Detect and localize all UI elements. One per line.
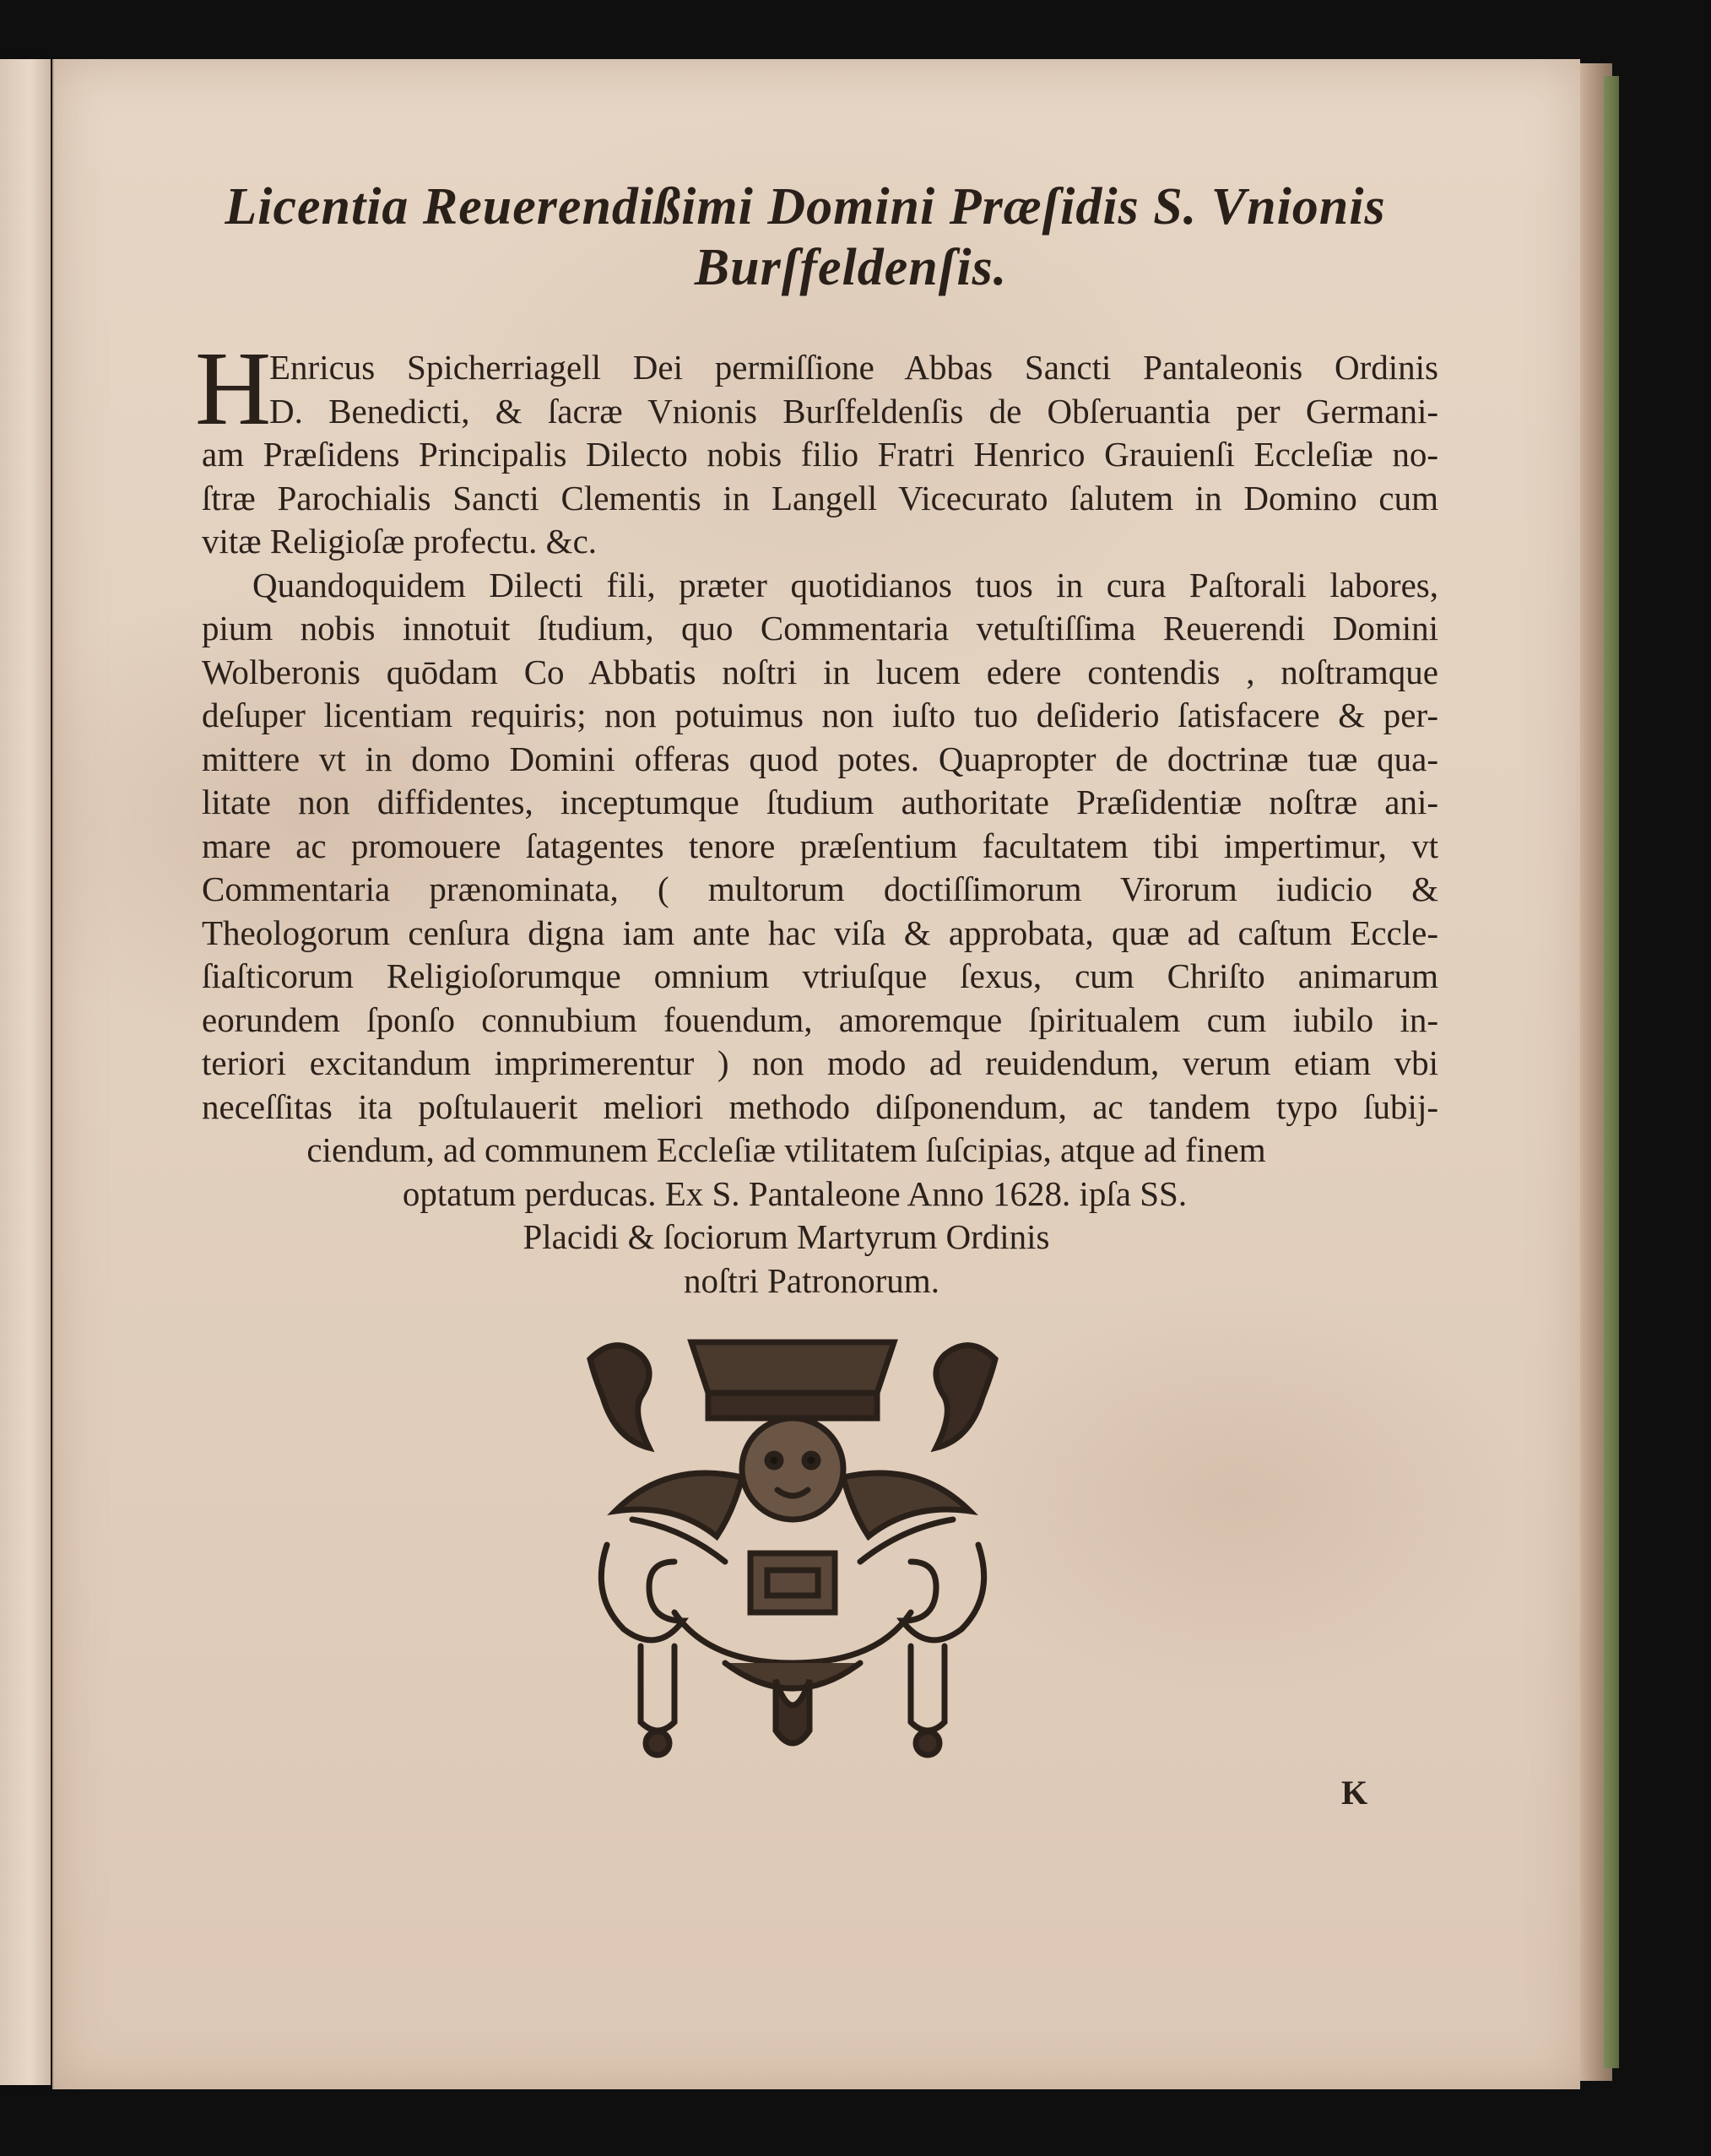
text-line: litate non diffidentes, inceptumque ſtudium authoritate Præſidentiæ noſtræ ani- xyxy=(202,783,1438,821)
page-subtitle: Burſfeldenſis. xyxy=(694,239,1008,296)
text-line: mare ac promouere ſatagentes tenore præſentium facultatem tibi impertimur, vt xyxy=(202,826,1438,865)
text-line: ſiaſticorum Religioſorumque omnium vtriuſque ſexus, cum Chriſto animarum xyxy=(202,956,1438,995)
text-line: ciendum, ad communem Eccleſiæ vtilitatem ſuſcipias, atque ad finem xyxy=(306,1130,1266,1169)
text-line: vitæ Religioſæ profectu. &c. xyxy=(202,522,598,561)
page-title: Licentia Reuerendißimi Domini Præſidis S. Vnionis xyxy=(225,178,1386,236)
text-line: Commentaria prænominata, ( multorum doctiſſimorum Virorum iudicio & xyxy=(202,869,1438,908)
text-line: noſtri Patronorum. xyxy=(684,1260,939,1300)
previous-page-edge xyxy=(0,59,51,2085)
text-line: teriori excitandum imprimerentur ) non modo ad reuidendum, verum etiam vbi xyxy=(202,1043,1438,1082)
text-line: Quandoquidem Dilecti fili, præter quotidianos tuos in cura Paſtorali labores, xyxy=(252,565,1438,604)
text-line: D. Benedicti, & ſacræ Vnionis Burſfeldenſis de Obſeruantia per Germani- xyxy=(269,391,1438,431)
text-line: Enricus Spicherriagell Dei permiſſione Abbas Sancti Pantaleonis Ordinis xyxy=(269,348,1438,387)
drop-cap: H xyxy=(195,331,272,447)
text-line: Wolberonis quōdam Co Abbatis noſtri in lucem edere contendis , noſtramque xyxy=(202,652,1438,691)
text-line: mittere vt in domo Domini offeras quod potes. Quapropter de doctrinæ tuæ qua- xyxy=(202,739,1438,778)
text-line: am Præſidens Principalis Dilecto nobis filio Fratri Henrico Grauienſi Eccleſiæ no- xyxy=(202,435,1438,474)
catchword: K xyxy=(1341,1774,1368,1812)
text-line: Placidi & ſociorum Martyrum Ordinis xyxy=(523,1217,1050,1256)
book-page xyxy=(52,59,1580,2089)
license-text xyxy=(195,331,1438,1303)
text-line: Theologorum cenſura digna iam ante hac viſa & approbata, quæ ad caſtum Eccle- xyxy=(202,913,1438,952)
text-line: optatum perducas. Ex S. Pantaleone Anno 1628. ipſa SS. xyxy=(402,1173,1188,1213)
book-cover-edge xyxy=(1604,76,1619,2068)
woodcut-ornament-icon xyxy=(556,1325,1029,1764)
text-line: pium nobis innotuit ſtudium, quo Commentaria vetuſtiſſima Reuerendi Domini xyxy=(202,609,1438,647)
text-line: neceſſitas ita poſtulauerit meliori methodo diſponendum, ac tandem typo ſubij- xyxy=(202,1086,1438,1126)
text-line: eorundem ſponſo connubium fouendum, amoremque ſpiritualem cum iubilo in- xyxy=(202,999,1438,1039)
text-line: ſtræ Parochialis Sancti Clementis in Langell Vicecurato ſalutem in Domino cum xyxy=(202,478,1438,517)
text-line: deſuper licentiam requiris; non potuimus non iuſto tuo deſiderio ſatisfacere & per- xyxy=(202,696,1438,734)
